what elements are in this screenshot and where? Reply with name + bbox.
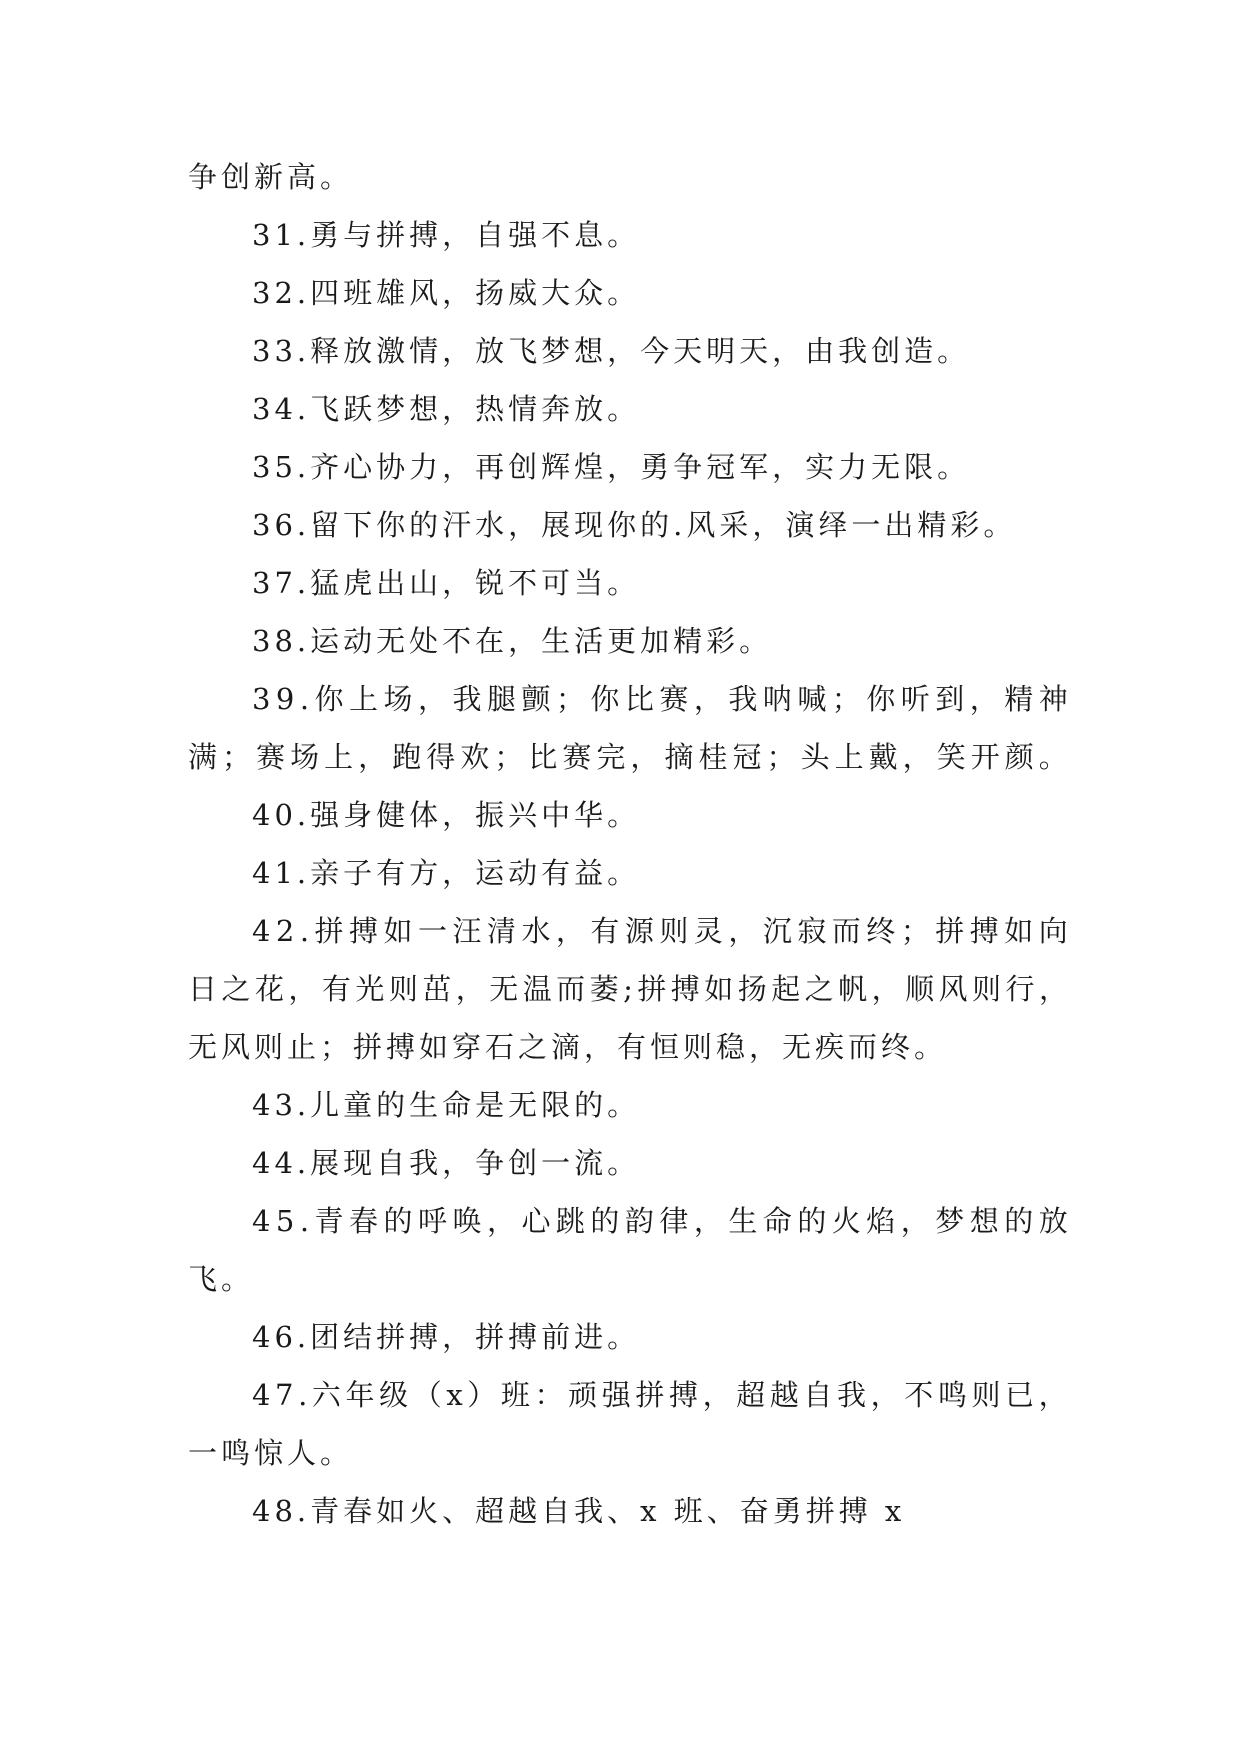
- text-line: 32.四班雄风，扬威大众。: [252, 276, 641, 310]
- text-line: 38.运动无处不在，生活更加精彩。: [252, 624, 773, 658]
- text-line: 4 5 . 青 春 的 呼 唤 ， 心 跳 的 韵 律 ， 生 命 的 火 焰 ， 梦 想 的 放: [252, 1204, 1068, 1238]
- document-page: [188, 148, 1068, 1540]
- text-line: 43.儿童的生命是无限的。: [252, 1088, 641, 1122]
- text-line: 飞。: [188, 1262, 255, 1296]
- text-line: 3 9 . 你 上 场 ， 我 腿 颤 ； 你 比 赛 ， 我 呐 喊 ； 你 听 到 ， 精 神: [252, 682, 1068, 716]
- text-line: 31.勇与拼搏，自强不息。: [252, 218, 641, 252]
- text-line: 一鸣惊人。: [188, 1436, 354, 1470]
- text-line: 满 ； 赛 场 上 ， 跑 得 欢 ； 比 赛 完 ， 摘 桂 冠 ； 头 上 戴 ， 笑 开 颜 。: [188, 740, 1068, 774]
- text-line: 4 7 . 六 年 级 （ x ） 班 ： 顽 强 拼 搏 ， 超 越 自 我 ， 不 鸣 则 已 ，: [252, 1378, 1068, 1412]
- text-line: 日 之 花 ， 有 光 则 茁 ， 无 温 而 萎 ; 拼 搏 如 扬 起 之 帆 ， 顺 风 则 行 ，: [188, 972, 1068, 1006]
- text-line: 35.齐心协力，再创辉煌，勇争冠军，实力无限。: [252, 450, 971, 484]
- text-line: 40.强身健体，振兴中华。: [252, 798, 641, 832]
- text-line: 46.团结拼搏，拼搏前进。: [252, 1320, 641, 1354]
- text-line: 37.猛虎出山，锐不可当。: [252, 566, 641, 600]
- text-line: 48.青春如火、超越自我、x 班、奋勇拼搏 x: [252, 1494, 906, 1528]
- text-line: 34.飞跃梦想，热情奔放。: [252, 392, 641, 426]
- text-line: 44.展现自我，争创一流。: [252, 1146, 641, 1180]
- text-line: 争创新高。: [188, 160, 354, 194]
- text-line: 41.亲子有方，运动有益。: [252, 856, 641, 890]
- text-line: 4 2 . 拼 搏 如 一 汪 清 水 ， 有 源 则 灵 ， 沉 寂 而 终 ； 拼 搏 如 向: [252, 914, 1068, 948]
- text-line: 无风则止；拼搏如穿石之滴，有恒则稳，无疾而终。: [188, 1030, 948, 1064]
- text-line: 36.留下你的汗水，展现你的.风采，演绎一出精彩。: [252, 508, 1017, 542]
- text-line: 33.释放激情，放飞梦想，今天明天，由我创造。: [252, 334, 971, 368]
